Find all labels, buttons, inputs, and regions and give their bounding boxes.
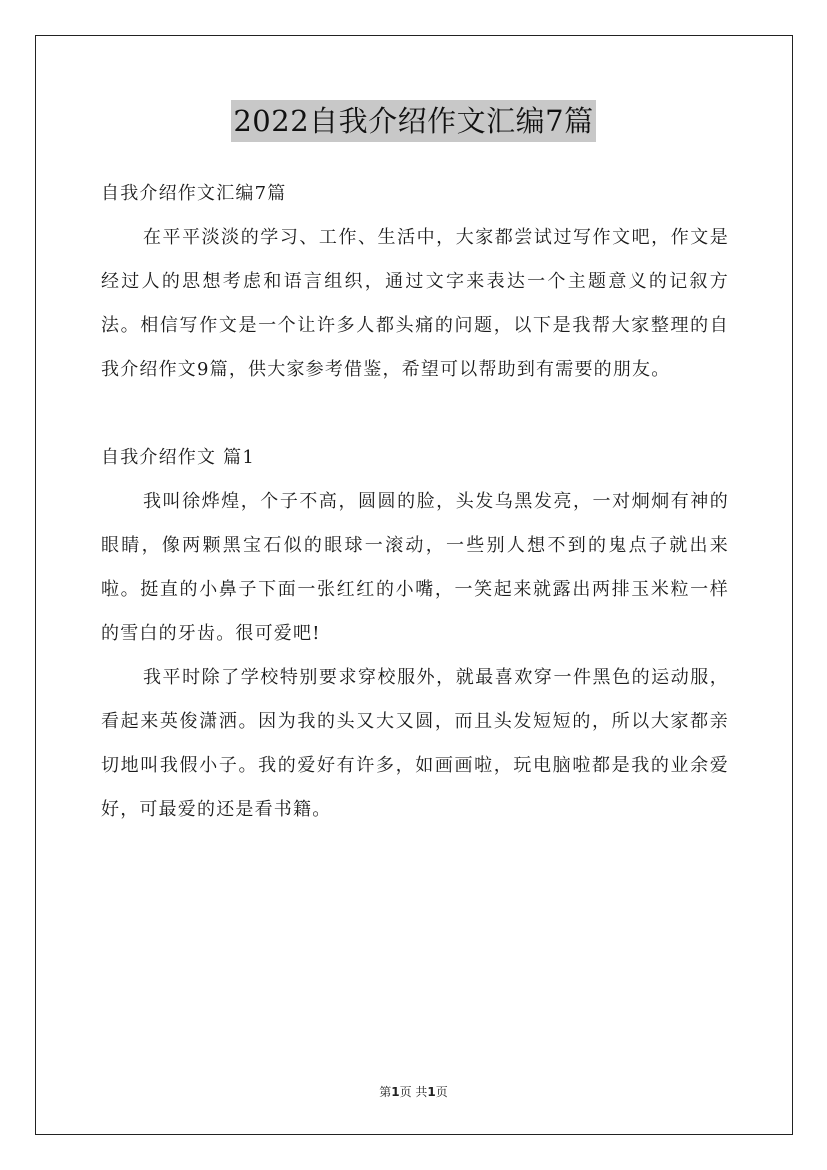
page-prefix: 第 <box>379 1085 392 1099</box>
page-current: 1 <box>391 1085 400 1099</box>
page-mid: 页 共 <box>399 1085 428 1099</box>
body-paragraph-2: 我平时除了学校特别要求穿校服外，就最喜欢穿一件黑色的运动服，看起来英俊潇洒。因为我的头又大又圆，而且头发短短的，所以大家都亲切地叫我假小子。我的爱好有许多，如画画啦，玩电脑啦都是我的业余爱好，可最爱的还是看书籍。 <box>101 667 729 820</box>
document-subtitle: 自我介绍作文汇编7篇 <box>101 183 287 204</box>
section-heading: 自我介绍作文 篇1 <box>101 447 255 468</box>
document-body <box>101 172 729 832</box>
document-title: 2022自我介绍作文汇编7篇 <box>231 100 595 142</box>
page-total: 1 <box>427 1085 436 1099</box>
page-footer <box>0 1083 827 1100</box>
intro-paragraph: 在平平淡淡的学习、工作、生活中，大家都尝试过写作文吧，作文是经过人的思想考虑和语言组织，通过文字来表达一个主题意义的记叙方法。相信写作文是一个让许多人都头痛的问题，以下是我帮大家整理的自我介绍作文9篇，供大家参考借鉴，希望可以帮助到有需要的朋友。 <box>101 227 729 380</box>
spacer <box>101 392 729 436</box>
body-paragraph-1: 我叫徐烨煌，个子不高，圆圆的脸，头发乌黑发亮，一对炯炯有神的眼睛，像两颗黑宝石似的眼球一滚动，一些别人想不到的鬼点子就出来啦。挺直的小鼻子下面一张红红的小嘴，一笑起来就露出两排玉米粒一样的雪白的牙齿。很可爱吧! <box>101 491 729 644</box>
page-suffix: 页 <box>435 1085 448 1099</box>
title-container <box>0 100 827 142</box>
